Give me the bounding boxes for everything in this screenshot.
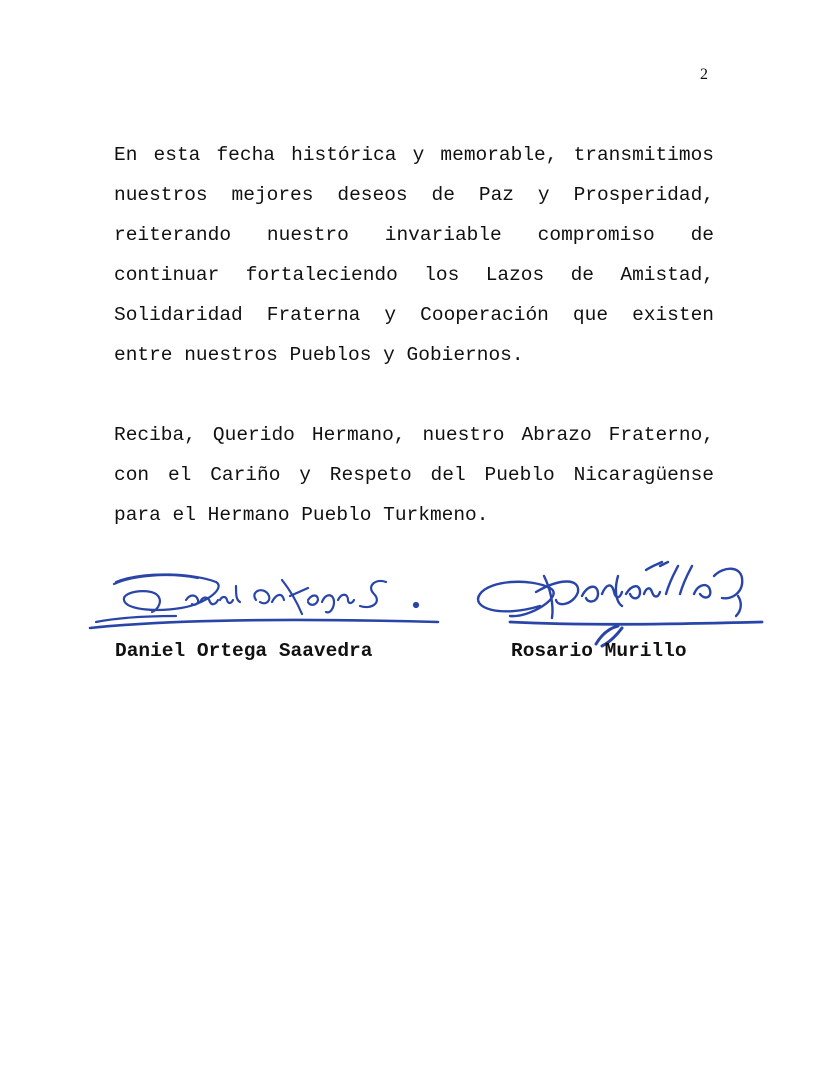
text-line: para el Hermano Pueblo Turkmeno. [114,504,489,526]
paragraph-closing [114,415,714,535]
text-line: Reciba, Querido Hermano, nuestro Abrazo Fraterno, [114,424,714,446]
text-line: En esta fecha histórica y memorable, transmitimos [114,144,714,166]
text-line: Solidaridad Fraterna y Cooperación que existen [114,304,714,326]
signature-rosario-murillo [470,548,770,648]
signer-name-2: Rosario Murillo [511,640,687,662]
page-number: 2 [700,66,708,83]
text-line: reiterando nuestro invariable compromiso de [114,224,714,246]
text-line: con el Cariño y Respeto del Pueblo Nicaragüense [114,464,714,486]
text-line: entre nuestros Pueblos y Gobiernos. [114,344,524,366]
text-line: continuar fortaleciendo los Lazos de Amistad, [114,264,714,286]
signer-name-1: Daniel Ortega Saavedra [115,640,373,662]
text-line: nuestros mejores deseos de Paz y Prosperidad, [114,184,714,206]
paragraph-greeting [114,135,714,375]
signature-daniel-ortega [86,560,446,640]
